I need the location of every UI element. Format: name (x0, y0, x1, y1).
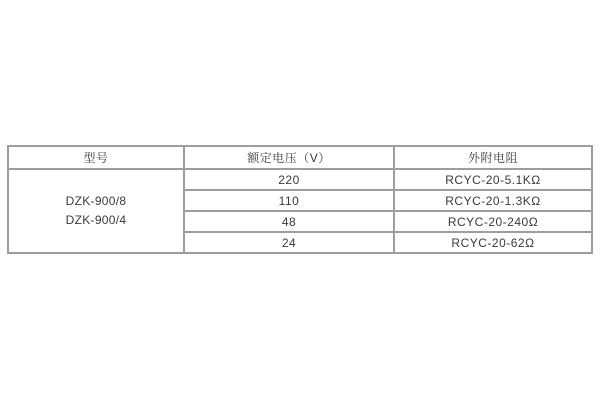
resistor-cell: RCYC-20-240Ω (394, 211, 592, 232)
spec-table-container (7, 145, 591, 254)
model-line-1: DZK-900/8 (65, 194, 127, 208)
resistor-cell: RCYC-20-62Ω (394, 232, 592, 253)
resistor-cell: RCYC-20-5.1KΩ (394, 169, 592, 190)
model-line-2: DZK-900/4 (65, 213, 127, 227)
spec-table-header (8, 146, 592, 169)
header-row (8, 146, 592, 169)
voltage-cell: 24 (184, 232, 394, 253)
header-resistor: 外附电阻 (394, 146, 592, 169)
spec-table (7, 145, 593, 254)
voltage-cell: 220 (184, 169, 394, 190)
voltage-cell: 48 (184, 211, 394, 232)
voltage-cell: 110 (184, 190, 394, 211)
table-row (8, 169, 592, 190)
header-model: 型号 (8, 146, 184, 169)
resistor-cell: RCYC-20-1.3KΩ (394, 190, 592, 211)
spec-table-body (8, 169, 592, 253)
header-voltage: 额定电压（V） (184, 146, 394, 169)
model-cell (8, 169, 184, 253)
